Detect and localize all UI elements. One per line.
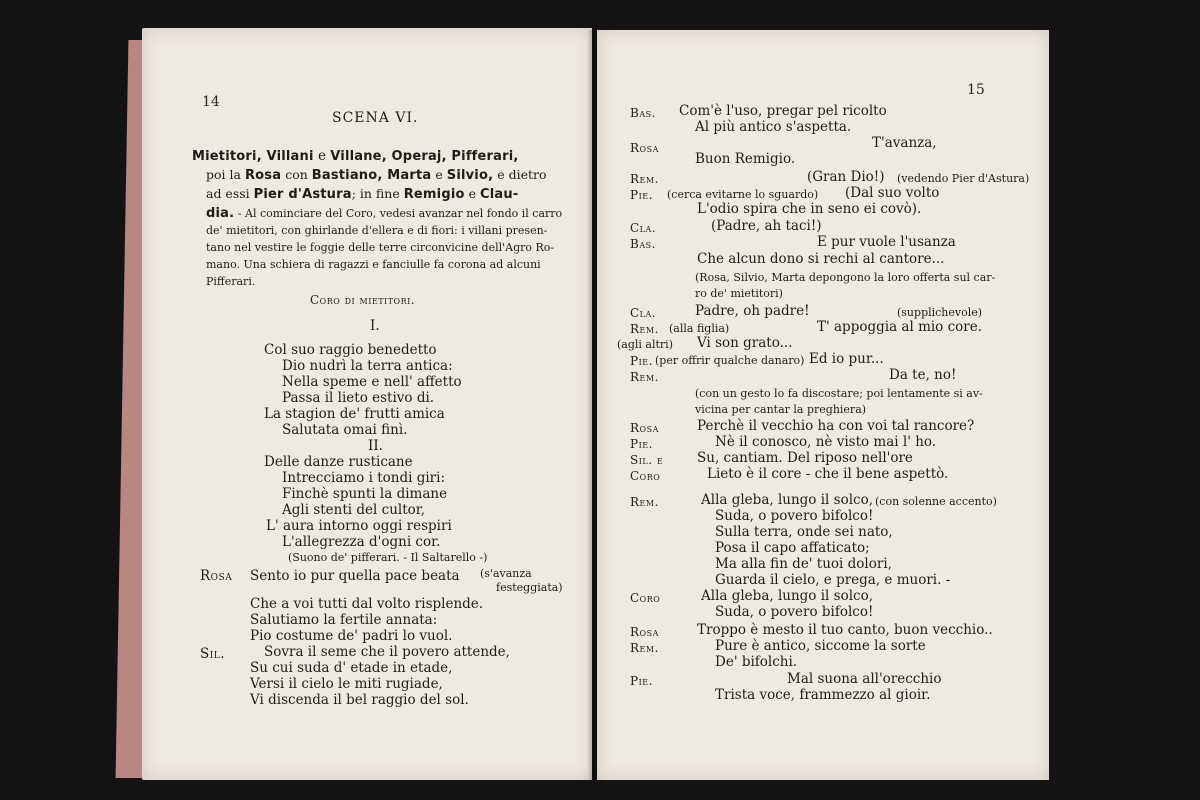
dialogue-line: L'odio spira che in seno ei covò). [697, 201, 922, 217]
stage-direction-4: mano. Una schiera di ragazzi e fanciulle fa corona ad alcuni [206, 258, 541, 271]
dialogue-line: Vi discenda il bel raggio del sol. [250, 692, 469, 708]
stage-aside: (per offrir qualche danaro) [655, 354, 805, 367]
dialogue-line: Posa il capo affaticato; [715, 540, 870, 556]
dialogue-line: Pio costume de' padri lo vuol. [250, 628, 453, 644]
verse-line: Agli stenti del cultor, [282, 502, 426, 518]
dialogue-line: Buon Remigio. [695, 151, 796, 167]
dialogue-line: T' appoggia al mio core. [817, 319, 983, 335]
dialogue-line: Perchè il vecchio ha con voi tal rancore? [697, 418, 975, 434]
speaker-label: Rosa [200, 568, 233, 584]
dialogue-line: Che a voi tutti dal volto risplende. [250, 596, 484, 612]
speaker-label: Rem. [630, 172, 659, 186]
speaker-label: Rosa [630, 421, 659, 435]
dialogue-line: (Rosa, Silvio, Marta depongono la loro offerta sul car- [695, 271, 996, 284]
speaker-label: Pie. [630, 674, 653, 688]
left-page [142, 28, 592, 780]
verse-line: La stagion de' frutti amica [264, 406, 445, 422]
dialogue-line: vicina per cantar la preghiera) [695, 403, 867, 416]
stage-aside: (agli altri) [617, 338, 673, 351]
dialogue-line: (Dal suo volto [845, 185, 940, 201]
speaker-label: Coro [630, 469, 661, 483]
verse-line: Passa il lieto estivo di. [282, 390, 435, 406]
dialogue-line: Su, cantiam. Del riposo nell'ore [697, 450, 913, 466]
dialogue-line: Ma alla fin de' tuoi dolori, [715, 556, 892, 572]
stage-aside: (s'avanza [480, 567, 532, 580]
speaker-label: Sil. e [630, 453, 664, 467]
section-number-1: I. [370, 318, 380, 334]
dialogue-line: Su cui suda d' etade in etade, [250, 660, 453, 676]
dialogue-line: Da te, no! [889, 367, 957, 383]
chorus-heading: Coro di mietitori. [310, 293, 416, 307]
stage-aside: (vedendo Pier d'Astura) [897, 172, 1030, 185]
dialogue-line: Suda, o povero bifolco! [715, 508, 874, 524]
speaker-label: Pie. [630, 437, 653, 451]
speaker-label: Rem. [630, 495, 659, 509]
speaker-label: Rem. [630, 641, 659, 655]
stage-direction-2: de' mietitori, con ghirlande d'ellera e di fiori: i villani presen- [206, 224, 548, 237]
dialogue-line: Com'è l'uso, pregar pel ricolto [679, 103, 887, 119]
dialogue-line: Ed io pur... [809, 351, 884, 367]
dialogue-line: Al più antico s'aspetta. [695, 119, 852, 135]
verse-line: Dio nudrì la terra antica: [282, 358, 453, 374]
speaker-label: Pie. [630, 354, 653, 368]
dialogue-line: Mal suona all'orecchio [787, 671, 942, 687]
dialogue-line: Trista voce, frammezzo al gioir. [715, 687, 931, 703]
verse-line: Nella speme e nell' affetto [282, 374, 462, 390]
dialogue-line: Alla gleba, lungo il solco, [701, 492, 873, 508]
dialogue-line: Salutiamo la fertile annata: [250, 612, 438, 628]
dialogue-line: Nè il conosco, nè visto mai l' ho. [715, 434, 937, 450]
verse-line: Col suo raggio benedetto [264, 342, 437, 358]
speaker-label: Sil. [200, 646, 226, 662]
dialogue-line: (con un gesto lo fa discostare; poi lentamente si av- [695, 387, 983, 400]
cast-line-1: Mietitori, Villani e Villane, Operaj, Pifferari, [192, 148, 519, 164]
page-number: 14 [202, 94, 220, 110]
verse-line: Delle danze rusticane [264, 454, 413, 470]
dialogue-line: T'avanza, [872, 135, 937, 151]
cast-line-3: ad essi Pier d'Astura; in fine Remigio e Clau- [206, 186, 519, 202]
dialogue-line: De' bifolchi. [715, 654, 798, 670]
page-number: 15 [967, 82, 985, 98]
speaker-label: Bas. [630, 106, 656, 120]
dialogue-line: Lieto è il core - che il bene aspettò. [707, 466, 949, 482]
dialogue-line: Pure è antico, siccome la sorte [715, 638, 926, 654]
section-number-2: II. [368, 438, 383, 454]
speaker-label: Rosa [630, 625, 659, 639]
stage-aside: (cerca evitarne lo sguardo) [667, 188, 819, 201]
speaker-label: Rosa [630, 141, 659, 155]
dialogue-line: (Padre, ah taci!) [711, 218, 822, 234]
stage-direction-5: Pifferari. [206, 275, 256, 288]
cast-line-2: poi la Rosa con Bastiano, Marta e Silvio, e dietro [206, 167, 547, 183]
speaker-label: Coro [630, 591, 661, 605]
dialogue-line: E pur vuole l'usanza [817, 234, 956, 250]
speaker-label: Cla. [630, 306, 657, 320]
speaker-label: Rem. [630, 322, 659, 336]
verse-line: Finchè spunti la dimane [282, 486, 448, 502]
right-page [597, 30, 1049, 780]
dialogue-line: ro de' mietitori) [695, 287, 783, 300]
dialogue-line: Versi il cielo le miti rugiade, [250, 676, 443, 692]
dialogue-line: Guarda il cielo, e prega, e muori. - [715, 572, 951, 588]
speaker-label: Bas. [630, 237, 656, 251]
dialogue-line: Suda, o povero bifolco! [715, 604, 874, 620]
stage-aside: festeggiata) [496, 581, 563, 594]
dialogue-line: Sovra il seme che il povero attende, [264, 644, 510, 660]
stage-aside: (alla figlia) [669, 322, 730, 335]
dialogue-line: Troppo è mesto il tuo canto, buon vecchio.. [697, 622, 993, 638]
stage-direction-3: tano nel vestire le foggie delle terre circonvicine dell'Agro Ro- [206, 241, 555, 254]
verse-line: L' aura intorno oggi respiri [266, 518, 452, 534]
speaker-label: Rem. [630, 370, 659, 384]
dialogue-line: Sulla terra, onde sei nato, [715, 524, 893, 540]
verse-line: Salutata omai finì. [282, 422, 408, 438]
dialogue-line: Che alcun dono si rechi al cantore... [697, 251, 945, 267]
verse-line: L'allegrezza d'ogni cor. [282, 534, 441, 550]
dialogue-line: (Gran Dio!) [807, 169, 885, 185]
verse-line: Intrecciamo i tondi giri: [282, 470, 445, 486]
stage-aside: (supplichevole) [897, 306, 983, 319]
speaker-label: Pie. [630, 188, 653, 202]
music-note: (Suono de' pifferari. - Il Saltarello -) [288, 551, 488, 564]
dialogue-line: Vi son grato... [697, 335, 793, 351]
dialogue-line: Sento io pur quella pace beata [250, 568, 460, 584]
speaker-label: Cla. [630, 221, 657, 235]
dialogue-line: Padre, oh padre! [695, 303, 810, 319]
stage-aside: (con solenne accento) [875, 495, 997, 508]
stage-direction-1: dia. - Al cominciare del Coro, vedesi avanzar nel fondo il carro [206, 206, 563, 221]
scene-title: SCENA VI. [332, 110, 419, 126]
dialogue-line: Alla gleba, lungo il solco, [701, 588, 873, 604]
